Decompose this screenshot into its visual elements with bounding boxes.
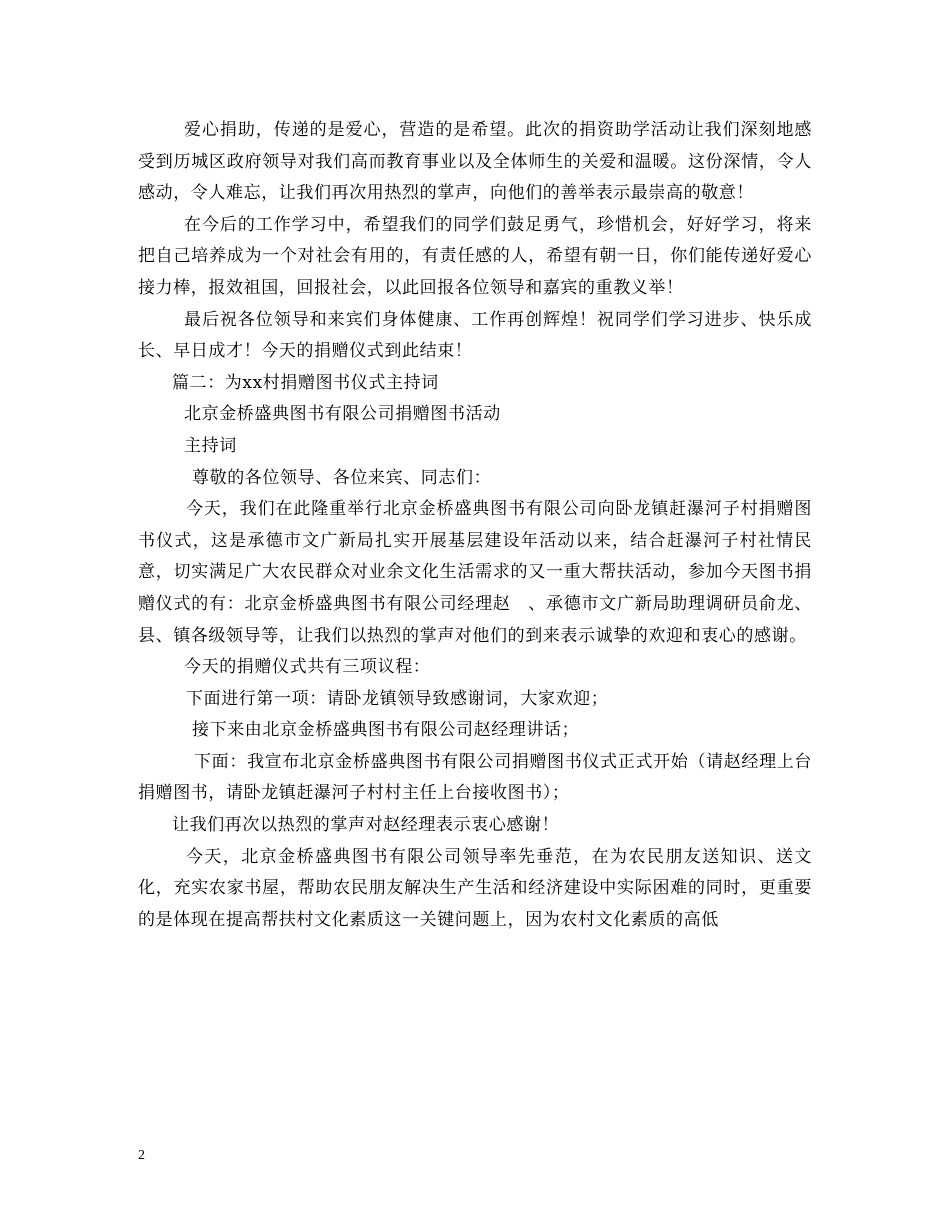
agenda-item-two: 接下来由北京金桥盛典图书有限公司赵经理讲话； [192, 720, 580, 741]
agenda-item-three: 下面：我宣布北京金桥盛典图书有限公司捐赠图书仪式正式开始（请赵经理上台捐赠图书，请卧龙镇赶瀑河子村村主任上台接收图书）； [138, 751, 812, 804]
applause-line: 让我们再次以热烈的掌声对赵经理表示衷心感谢！ [172, 815, 560, 836]
agenda-item-one: 下面进行第一项：请卧龙镇领导致感谢词，大家欢迎； [186, 688, 609, 709]
greeting-line: 尊敬的各位领导、各位来宾、同志们： [192, 467, 492, 488]
paragraph-leadership-example: 今天，北京金桥盛典图书有限公司领导率先垂范，在为农民朋友送知识、送文化，充实农家书屋，帮助农民朋友解决生产生活和经济建设中实际困难的同时，更重要的是体现在提高帮扶村文化素质这一关键问题上，因为农村文化素质的高低 [138, 846, 812, 930]
paragraph-closing-wishes: 最后祝各位领导和来宾们身体健康、工作再创辉煌！祝同学们学习进步、快乐成长、早日成才！今天的捐赠仪式到此结束！ [138, 309, 812, 362]
paragraph-future-study: 在今后的工作学习中，希望我们的同学们鼓足勇气，珍惜机会，好好学习，将来把自己培养成为一个对社会有用的，有责任感的人，希望有朝一日，你们能传递好爱心接力棒，报效祖国，回报社会，以此回报各位领导和嘉宾的重教义举！ [138, 214, 812, 298]
page-number: 2 [138, 1148, 145, 1163]
document-body [138, 115, 812, 936]
event-title: 北京金桥盛典图书有限公司捐赠图书活动 [184, 404, 501, 425]
paragraph-ceremony-intro: 今天，我们在此隆重举行北京金桥盛典图书有限公司向卧龙镇赶瀑河子村捐赠图书仪式，这是承德市文广新局扎实开展基层建设年活动以来，结合赶瀑河子村社情民意，切实满足广大农民群众对业余文化生活需求的又一重大帮扶活动，参加今天图书捐赠仪式的有：北京金桥盛典图书有限公司经理赵 、承德市文广新局助理调研员俞龙、县、镇各级领导等，让我们以热烈的掌声对他们的到来表示诚挚的欢迎和衷心的感谢。 [138, 499, 812, 646]
host-speech-label: 主持词 [184, 435, 237, 456]
paragraph-donation-love: 爱心捐助，传递的是爱心，营造的是希望。此次的捐资助学活动让我们深刻地感受到历城区政府领导对我们高而教育事业以及全体师生的关爱和温暖。这份深情，令人感动，令人难忘，让我们再次用热烈的掌声，向他们的善举表示最崇高的敬意！ [138, 120, 812, 204]
agenda-intro: 今天的捐赠仪式共有三项议程： [184, 657, 431, 678]
section-heading-part-two: 篇二：为xx村捐赠图书仪式主持词 [172, 372, 439, 393]
